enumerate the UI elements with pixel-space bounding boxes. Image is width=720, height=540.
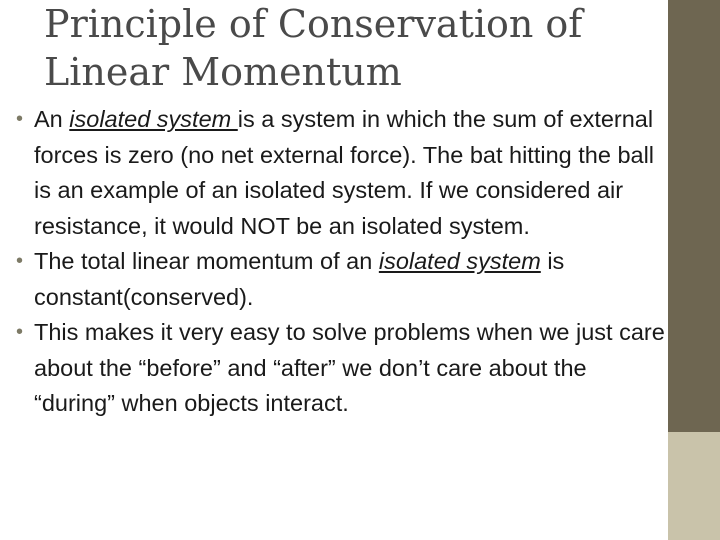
side-bar-accent-block xyxy=(668,432,720,540)
bullet-text-pre: An xyxy=(34,106,70,132)
slide-body xyxy=(16,102,666,422)
bullet-text-post: is a system in which the sum of external forces is zero (no net external force). The bat hitting the ball is an example of an isolated system. If we considered air resistance, it would NOT be an isolated system. xyxy=(34,106,655,239)
bullet-icon: • xyxy=(16,250,24,272)
slide-title-line-2: Linear Momentum xyxy=(44,50,402,94)
side-bar xyxy=(666,0,720,540)
bullet-icon: • xyxy=(16,108,24,130)
slide-title xyxy=(44,0,644,96)
slide-title-line-1: Principle of Conservation of xyxy=(44,2,583,46)
bullet-item-3 xyxy=(16,315,666,422)
bullet-text-emphasis: isolated system xyxy=(378,248,541,274)
bullet-text-post: is constant(conserved). xyxy=(34,248,565,310)
bullet-item-1 xyxy=(16,102,666,244)
bullet-text-pre: This makes it very easy to solve problems when we just care about the “before” and “after” we don’t care about the “during” when objects interact. xyxy=(34,319,665,416)
bullet-item-2 xyxy=(16,244,666,315)
bullet-text-pre: The total linear momentum of an xyxy=(34,248,379,274)
bullet-icon: • xyxy=(16,321,24,343)
bullet-text-emphasis: isolated system xyxy=(69,106,238,132)
